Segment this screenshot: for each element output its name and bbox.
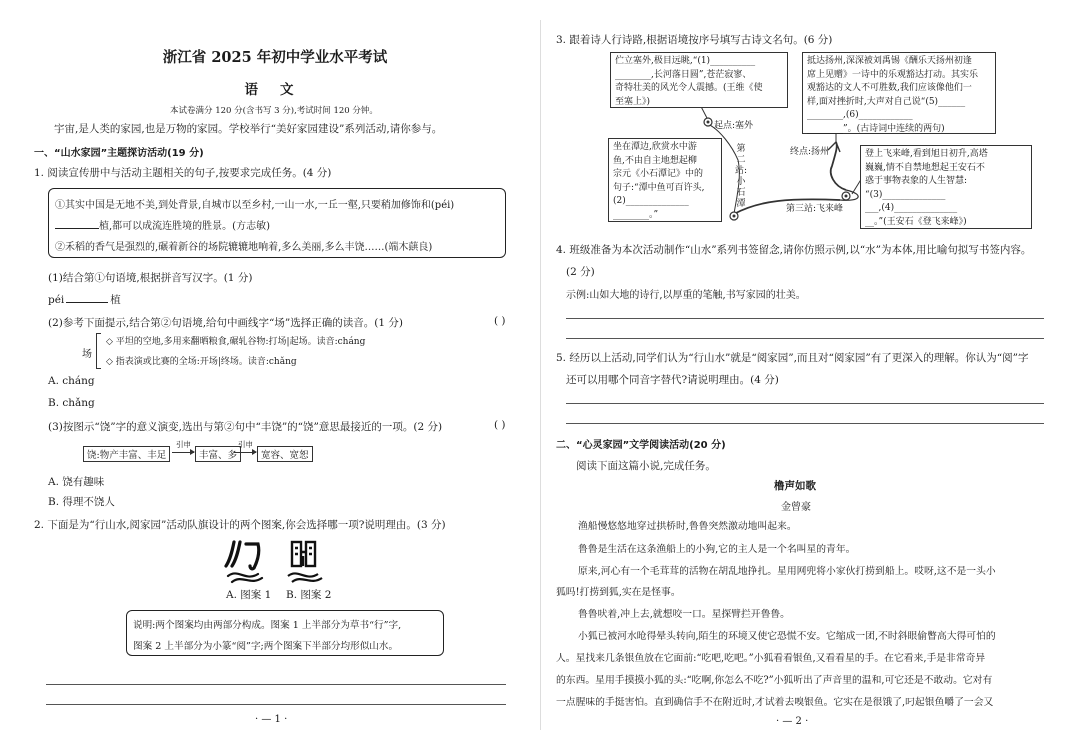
flow-arrow-label-2: 引申 — [238, 440, 253, 449]
exam-title: 浙江省 2025 年初中学业水平考试 — [162, 49, 388, 66]
flow-box-3: 宽容、宽恕 — [257, 446, 313, 462]
answer-paren-1[interactable]: ( ) — [494, 315, 506, 327]
route-box-2: 抵达扬州,深深被刘禹锡《酬乐天扬州初逢 席上见赠》一诗中的乐观豁达打动。其实乐 观豁达的文人不可胜数,我们应该像他们一 样,面对挫折时,大声对自己说“(5)______ ________,(6)____________ ________”。(古诗词中连续的两句) — [802, 52, 996, 134]
story-title: 橹声如歌 — [774, 480, 816, 492]
route-end-label: 终点:扬州 — [790, 147, 830, 157]
story-para: 狐吗!打捞到狐,实在是怪事。 — [556, 587, 681, 598]
section1-heading: 一、“山水家园”主题探访活动(19 分) — [34, 148, 204, 159]
story-author: 金曾豪 — [781, 502, 811, 513]
q5-stem-2: 还可以用哪个同音字替代?请说明理由。(4 分) — [566, 374, 779, 386]
section2-task: 阅读下面这篇小说,完成任务。 — [576, 460, 716, 472]
option-b[interactable]: B. chǎng — [48, 397, 95, 409]
answer-line[interactable] — [46, 704, 506, 705]
section2-heading: 二、“心灵家园”文学阅读活动(20 分) — [556, 440, 726, 451]
flow-box-2: 丰富、多 — [195, 446, 241, 462]
option-c[interactable]: A. 饶有趣味 — [48, 476, 105, 488]
hint-bracket — [96, 333, 101, 369]
q5-stem-1: 5. 经历以上活动,同学们认为“行山水”就是“阅家园”,而且对“阅家园”有了更深入的理解。你认为“阅”字 — [556, 352, 1029, 364]
answer-blank[interactable] — [66, 293, 108, 303]
hint-1: ◇ 平坦的空地,多用来翻晒粮食,碾轧谷物:打场|起场。读音:cháng — [106, 337, 366, 347]
subject-title: 语文 — [244, 82, 316, 98]
story-para: 鲁鲁是生活在这条渔船上的小狗,它的主人是一个名叫星的青年。 — [578, 544, 856, 555]
flow-arrow-label-1: 引申 — [176, 440, 191, 449]
q1-stem: 1. 阅读宣传册中与活动主题相关的句子,按要求完成任务。(4 分) — [34, 167, 332, 179]
route-box-3: 坐在潭边,欣赏水中游 鱼,不由自主地想起柳 宗元《小石潭记》中的 句子:“潭中鱼可百许头, (2)______________ ________。” — [608, 138, 722, 222]
option-d[interactable]: B. 得理不饶人 — [48, 496, 115, 508]
page-number-left: · — 1 · — [255, 714, 288, 725]
route-stop3-label: 第三站:飞来峰 — [786, 204, 844, 214]
hint-char: 场 — [82, 349, 92, 360]
answer-line[interactable] — [566, 318, 1044, 319]
emblem-1-icon — [226, 542, 262, 582]
q1-sub1-fill: péi 植 — [48, 294, 121, 306]
emblem-images[interactable] — [222, 538, 332, 586]
route-box-1: 伫立塞外,极目远眺,“(1)__________ ________,长河落日圆”,苍茫寂寥、 奇特壮美的风光令人震撼。(王维《使 至塞上》) — [610, 52, 788, 108]
figure-2-label[interactable]: B. 图案 2 — [286, 589, 332, 601]
flow-box-1: 饶:物产丰富、丰足 — [83, 446, 170, 462]
q1-sub2: (2)参考下面提示,结合第②句语境,给句中画线字“场”选择正确的读音。(1 分) — [48, 317, 403, 329]
intro-text: 宇宙,是人类的家园,也是万物的家园。学校举行“美好家园建设”系列活动,请你参与。 — [54, 123, 443, 135]
page-divider — [540, 20, 541, 730]
q3-stem: 3. 跟着诗人行诗路,根据语境按序号填写古诗文名句。(6 分) — [556, 34, 833, 46]
quote-line-2: 植,都可以成流连胜境的胜景。(方志敏) — [55, 217, 270, 232]
q1-sub1: (1)结合第①句语境,根据拼音写汉字。(1 分) — [48, 272, 253, 284]
emblem-2-icon — [288, 542, 322, 582]
option-a[interactable]: A. cháng — [48, 375, 95, 387]
route-box-4: 登上飞来峰,看到旭日初升,高塔 巍巍,情不自禁地想起王安石不 惑于事物表象的人生智慧: “(3)______________ ___,(4)______________ __。”(王安石《登飞来峰》) — [860, 145, 1032, 229]
page-number-right: · — 2 · — [776, 716, 809, 727]
quote-line-1: ①其实中国是无地不美,到处背景,自城市以至乡村,一山一水,一丘一壑,只要稍加修饰和(péi) — [55, 200, 455, 211]
story-para: 一点腥味的手挺害怕。直到确信手不在附近时,才试着去嗅银鱼。它实在是很饿了,叼起银鱼嚼了一会又 — [556, 697, 994, 708]
hint-2: ◇ 指表演或比赛的全场:开场|终场。读音:chǎng — [106, 357, 297, 367]
q4-score: (2 分) — [566, 266, 595, 278]
answer-line[interactable] — [46, 684, 506, 685]
answer-line[interactable] — [566, 403, 1044, 404]
q1-sub3: (3)按图示“饶”字的意义演变,选出与第②句中“丰饶”的“饶”意思最接近的一项。(2 分) — [48, 421, 443, 433]
quote-line-3: ②禾稻的香气是强烈的,碾着新谷的场院辘辘地响着,多么美丽,多么丰饶……(端木蕻良) — [55, 242, 433, 253]
q4-stem: 4. 班级准备为本次活动制作“山水”系列书签留念,请你仿照示例,以“水”为本体,用比喻句拟写书签内容。 — [556, 244, 1032, 256]
story-para: 的东西。星用手摸摸小狐的头:“吃啊,你怎么不吃?”小狐听出了声音里的温和,可它还是不敢动。它对有 — [556, 675, 993, 686]
q4-example: 示例:山如大地的诗行,以厚重的笔触,书写家园的壮美。 — [566, 290, 806, 301]
q2-stem: 2. 下面是为“行山水,阅家园”活动队旗设计的两个图案,你会选择哪一项?说明理由。(3 分) — [34, 519, 446, 531]
route-stop2-label: 第二站:小石潭 — [734, 144, 748, 209]
story-para: 渔船慢悠悠地穿过拱桥时,鲁鲁突然激动地叫起来。 — [578, 521, 797, 532]
story-para: 鲁鲁吠着,冲上去,就想咬一口。星探臂拦开鲁鲁。 — [578, 609, 790, 620]
blank — [55, 219, 99, 229]
story-para: 人。星找来几条银鱼放在它面前:“吃吧,吃吧。”小狐看看银鱼,又看看星的手。在它看来,手是非常奇异 — [556, 653, 986, 664]
note-line-1: 说明:两个图案均由两部分构成。图案 1 上半部分为草书“行”字, — [133, 620, 402, 631]
exam-note: 本试卷满分 120 分(含书写 3 分),考试时间 120 分钟。 — [170, 106, 378, 116]
figure-1-label[interactable]: A. 图案 1 — [226, 589, 272, 601]
story-para: 小狐已被河水呛得晕头转向,陌生的环境又使它恐慌不安。它缩成一团,不时斜眼偷瞥高大得可怕的 — [578, 631, 996, 642]
route-start-label: 起点:塞外 — [714, 121, 754, 131]
answer-line[interactable] — [566, 423, 1044, 424]
note-line-2: 图案 2 上半部分为小篆“阅”字;两个图案下半部分均形似山水。 — [133, 641, 399, 652]
story-para: 原来,河心有一个毛茸茸的活物在胡乱地挣扎。星用网兜将小家伙打捞到船上。哎呀,这不是一头小 — [578, 566, 996, 577]
answer-line[interactable] — [566, 338, 1044, 339]
answer-paren-2[interactable]: ( ) — [494, 419, 506, 431]
